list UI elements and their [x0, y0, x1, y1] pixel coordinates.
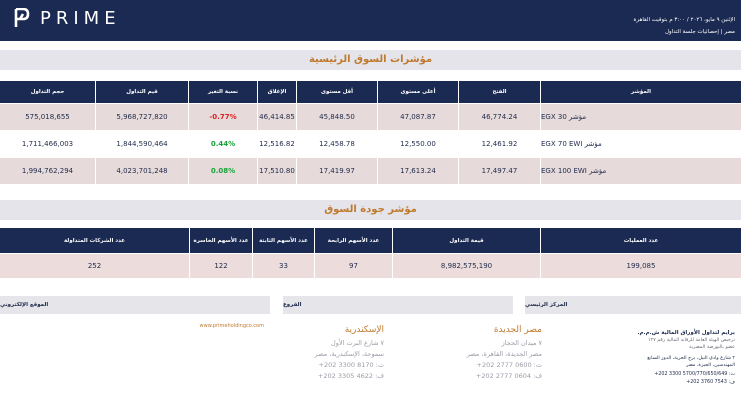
- hq-company: برايم لتداول الأوراق المالية ش.م.م.: [637, 330, 735, 336]
- branch-heliopolis-title: مصر الجديدة: [493, 325, 542, 335]
- hq-address-line2: المهندسين، الجيزة، مصر: [686, 363, 735, 368]
- col-header-trades: عدد العمليات: [541, 228, 741, 253]
- quality-traded-value: 8,982,575,190: [393, 254, 540, 278]
- index-value: 5,968,727,820: [96, 104, 188, 130]
- col-header-low: أقل مستوى: [297, 81, 377, 103]
- branch-heliopolis-phone: ت: 0600 2777 202+: [476, 361, 542, 369]
- branch-alexandria-fax: ف: 4622 3305 202+: [317, 372, 384, 380]
- index-change: 0.44%: [189, 131, 257, 157]
- quality-unchanged: 33: [253, 254, 314, 278]
- hq-fax: +202 3760 7543 :ف: [686, 380, 735, 385]
- index-change: 0.08%: [189, 158, 257, 184]
- branch-heliopolis-line2: مصر الجديدة، القاهرة، مصر: [466, 350, 542, 358]
- report-date: الإثنين ٩ مايو، ٢٠٢٦ / ٣:٠٠ م بتوقيت القاهرة: [633, 17, 735, 23]
- website-link[interactable]: www.primeholdingco.com: [199, 323, 264, 329]
- branch-alexandria-title: الإسكندرية: [344, 325, 384, 335]
- index-name: مؤشر EGX 70 EWI: [541, 131, 741, 157]
- hq-address-line1: ٢ شارع وادي النيل، برج الحرية، الدور السابع: [647, 356, 735, 361]
- index-low: 17,419.97: [297, 158, 377, 184]
- quality-trades: 199,085: [541, 254, 741, 278]
- brand-name: PRIME: [40, 7, 121, 29]
- index-change: -0.77%: [189, 104, 257, 130]
- col-header-volume: حجم التداول: [0, 81, 95, 103]
- quality-section-title: مؤشر جودة السوق: [0, 200, 741, 220]
- col-header-value: قيم التداول: [96, 81, 188, 103]
- col-header-traded-companies: عدد الشركات المتداولة: [0, 228, 189, 253]
- footer-branches-bar: [283, 296, 513, 314]
- branch-alexandria-line1: ٧ شارع البرت الأول: [331, 339, 384, 347]
- quality-traded-companies: 252: [0, 254, 189, 278]
- index-volume: 575,018,655: [0, 104, 95, 130]
- col-header-high: أعلى مستوى: [378, 81, 458, 103]
- index-volume: 1,711,466,003: [0, 131, 95, 157]
- hq-phone: +202 3300 5700/770/650/649 :ت: [654, 372, 735, 377]
- quality-gainers: 97: [315, 254, 392, 278]
- index-low: 12,458.78: [297, 131, 377, 157]
- index-volume: 1,994,762,294: [0, 158, 95, 184]
- col-header-change: نسبة التغير: [189, 81, 257, 103]
- index-open: 12,461.92: [459, 131, 540, 157]
- col-header-losers: عدد الأسهم الخاسرة: [190, 228, 252, 253]
- footer-website-label: الموقع الإلكتروني: [0, 302, 49, 308]
- index-open: 46,774.24: [459, 104, 540, 130]
- index-value: 4,023,701,248: [96, 158, 188, 184]
- branch-alexandria-line2: سموحة، الإسكندرية، مصر: [314, 350, 384, 358]
- prime-logo: [14, 7, 121, 29]
- hq-license: ترخيص الهيئة العامة للرقابة المالية رقم ١٢٧: [647, 338, 735, 343]
- index-close: 17,510.80: [258, 158, 296, 184]
- prime-logo-icon: [14, 8, 30, 28]
- index-high: 17,613.24: [378, 158, 458, 184]
- footer-website-bar: [0, 296, 270, 314]
- index-low: 45,848.50: [297, 104, 377, 130]
- indices-section-title: مؤشرات السوق الرئيسية: [0, 50, 741, 70]
- footer-hq-label: المركز الرئيسي: [525, 302, 568, 308]
- branch-alexandria-phone: ت: 8170 3300 202+: [318, 361, 384, 369]
- footer-hq-bar: [525, 296, 741, 314]
- index-name: مؤشر EGX 100 EWI: [541, 158, 741, 184]
- col-header-gainers: عدد الأسهم الرابحة: [315, 228, 392, 253]
- index-open: 17,497.47: [459, 158, 540, 184]
- footer-branches-label: الفروع: [283, 302, 302, 308]
- index-name: مؤشر EGX 30: [541, 104, 741, 130]
- index-close: 46,414.85: [258, 104, 296, 130]
- col-header-unchanged: عدد الأسهم الثابتة: [253, 228, 314, 253]
- index-value: 1,844,590,464: [96, 131, 188, 157]
- index-high: 12,550.00: [378, 131, 458, 157]
- col-header-index: المؤشر: [541, 81, 741, 103]
- index-high: 47,087.87: [378, 104, 458, 130]
- col-header-open: الفتح: [459, 81, 540, 103]
- index-close: 12,516.82: [258, 131, 296, 157]
- hq-member: عضو بالبورصة المصرية: [689, 345, 735, 350]
- branch-heliopolis-line1: ٧ ميدان الحجاز: [501, 339, 542, 347]
- top-header: [0, 0, 741, 41]
- branch-heliopolis-fax: ف: 0604 2777 202+: [475, 372, 542, 380]
- report-subtitle: مصر | إحصائيات جلسة التداول: [664, 29, 735, 35]
- col-header-close: الإغلاق: [258, 81, 296, 103]
- col-header-traded-value: قيمة التداول: [393, 228, 540, 253]
- quality-losers: 122: [190, 254, 252, 278]
